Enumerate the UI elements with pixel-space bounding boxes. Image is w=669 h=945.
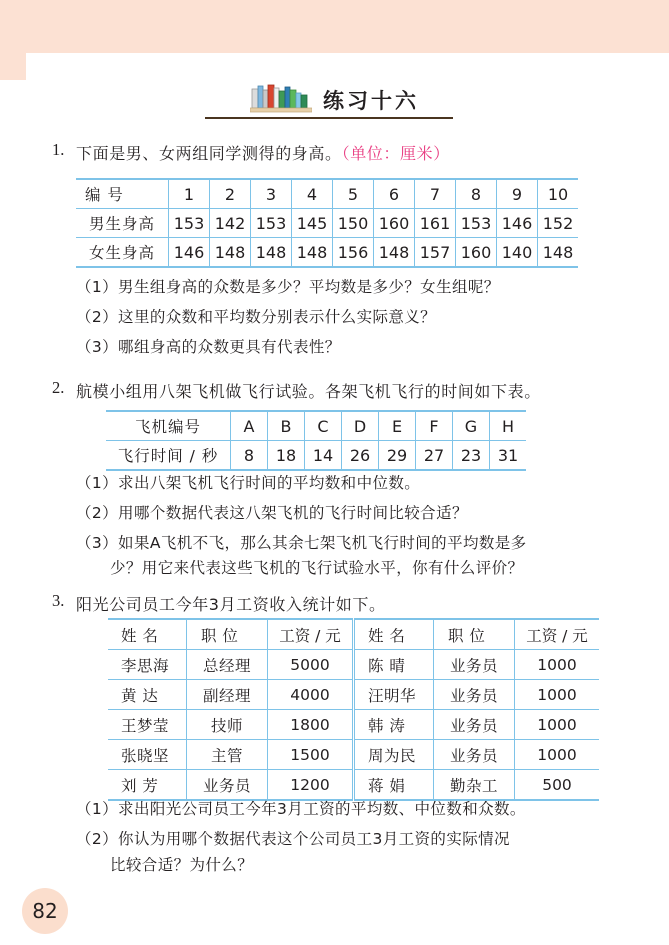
salary-table — [108, 618, 599, 801]
heights-rowhead-boys: 男生身高 — [76, 209, 169, 238]
problem-3-number: 3. — [52, 591, 65, 610]
problem-2-question-1: （1）求出八架飞机飞行时间的平均数和中位数。 — [76, 474, 421, 492]
salary-r5-name-right: 蒋 娟 — [354, 770, 434, 801]
salary-r2-pay-right: 1000 — [515, 680, 600, 710]
boys-height-3: 153 — [251, 209, 292, 238]
problem-2-number: 2. — [52, 378, 65, 397]
boys-height-8: 153 — [456, 209, 497, 238]
salary-r1-pay-left: 5000 — [268, 650, 354, 680]
problem-3-question-2: （2）你认为用哪个数据代表这个公司员工3月工资的实际情况 — [76, 830, 510, 848]
plane-id-d: D — [342, 411, 379, 441]
plane-time-a: 8 — [231, 441, 268, 471]
table-row — [106, 411, 526, 441]
decorative-top-band — [0, 0, 669, 53]
salary-r5-pay-left: 1200 — [268, 770, 354, 801]
plane-time-e: 29 — [379, 441, 416, 471]
problem-1-number: 1. — [52, 140, 65, 159]
exercise-title-row — [0, 84, 669, 115]
plane-id-c: C — [305, 411, 342, 441]
heights-id-10: 10 — [538, 179, 579, 209]
problem-1-stem-text: 下面是男、女两组同学测得的身高。 — [76, 144, 342, 163]
decorative-corner-round — [26, 53, 53, 80]
decorative-corner-block — [0, 53, 26, 80]
problem-2-stem: 航模小组用八架飞机做飞行试验。各架飞机飞行的时间如下表。 — [76, 382, 541, 401]
plane-times-table — [106, 410, 526, 471]
table-row — [108, 680, 599, 710]
table-row — [108, 710, 599, 740]
boys-height-1: 153 — [169, 209, 210, 238]
heights-id-2: 2 — [210, 179, 251, 209]
salary-r3-pay-right: 1000 — [515, 710, 600, 740]
salary-header-pay-right: 工资 / 元 — [515, 619, 600, 650]
heights-rowhead-girls: 女生身高 — [76, 238, 169, 268]
girls-height-6: 148 — [374, 238, 415, 268]
heights-id-9: 9 — [497, 179, 538, 209]
boys-height-2: 142 — [210, 209, 251, 238]
heights-id-5: 5 — [333, 179, 374, 209]
problem-1-unit-note: （单位：厘米） — [341, 144, 450, 163]
salary-header-name-right: 姓 名 — [354, 619, 434, 650]
problem-1-question-2: （2）这里的众数和平均数分别表示什么实际意义？ — [76, 308, 437, 326]
boys-height-6: 160 — [374, 209, 415, 238]
problem-2-question-3: （3）如果A飞机不飞，那么其余七架飞机飞行时间的平均数是多 — [76, 534, 527, 552]
salary-r4-name-left: 张晓坚 — [108, 740, 187, 770]
girls-height-4: 148 — [292, 238, 333, 268]
problem-3-question-1: （1）求出阳光公司员工今年3月工资的平均数、中位数和众数。 — [76, 800, 526, 818]
plane-time-h: 31 — [490, 441, 527, 471]
salary-r5-post-left: 业务员 — [187, 770, 268, 801]
plane-time-c: 14 — [305, 441, 342, 471]
salary-r1-post-left: 总经理 — [187, 650, 268, 680]
boys-height-9: 146 — [497, 209, 538, 238]
salary-header-post-right: 职 位 — [434, 619, 515, 650]
table-row — [76, 209, 578, 238]
heights-id-4: 4 — [292, 179, 333, 209]
plane-id-e: E — [379, 411, 416, 441]
bookshelf-icon — [250, 84, 312, 114]
plane-time-b: 18 — [268, 441, 305, 471]
table-row — [108, 619, 599, 650]
salary-r5-name-left: 刘 芳 — [108, 770, 187, 801]
salary-r3-post-right: 业务员 — [434, 710, 515, 740]
salary-r2-post-right: 业务员 — [434, 680, 515, 710]
salary-r2-name-left: 黄 达 — [108, 680, 187, 710]
plane-time-d: 26 — [342, 441, 379, 471]
heights-rowhead-id: 编 号 — [76, 179, 169, 209]
salary-header-post-left: 职 位 — [187, 619, 268, 650]
problem-1-question-3: （3）哪组身高的众数更具有代表性？ — [76, 338, 341, 356]
salary-r2-pay-left: 4000 — [268, 680, 354, 710]
plane-id-b: B — [268, 411, 305, 441]
table-row — [106, 441, 526, 471]
table-row — [108, 770, 599, 801]
salary-r5-post-right: 勤杂工 — [434, 770, 515, 801]
heights-id-1: 1 — [169, 179, 210, 209]
plane-time-f: 27 — [416, 441, 453, 471]
problem-2-question-2: （2）用哪个数据代表这八架飞机的飞行时间比较合适？ — [76, 504, 468, 522]
table-row — [108, 650, 599, 680]
heights-id-8: 8 — [456, 179, 497, 209]
heights-id-6: 6 — [374, 179, 415, 209]
boys-height-5: 150 — [333, 209, 374, 238]
salary-header-pay-left: 工资 / 元 — [268, 619, 354, 650]
problem-3-question-2-cont: 比较合适？为什么？ — [110, 856, 254, 874]
problem-1-question-1: （1）男生组身高的众数是多少？平均数是多少？女生组呢？ — [76, 278, 500, 296]
title-underline — [205, 117, 453, 119]
boys-height-4: 145 — [292, 209, 333, 238]
table-row — [76, 238, 578, 268]
heights-table — [76, 178, 578, 268]
girls-height-2: 148 — [210, 238, 251, 268]
salary-r4-pay-left: 1500 — [268, 740, 354, 770]
salary-r1-name-right: 陈 晴 — [354, 650, 434, 680]
girls-height-1: 146 — [169, 238, 210, 268]
salary-r1-pay-right: 1000 — [515, 650, 600, 680]
salary-r3-name-left: 王梦莹 — [108, 710, 187, 740]
table-row — [108, 740, 599, 770]
salary-r2-post-left: 副经理 — [187, 680, 268, 710]
salary-r3-name-right: 韩 涛 — [354, 710, 434, 740]
boys-height-10: 152 — [538, 209, 579, 238]
plane-id-g: G — [453, 411, 490, 441]
planes-rowhead-id: 飞机编号 — [106, 411, 231, 441]
salary-r2-name-right: 汪明华 — [354, 680, 434, 710]
table-row — [76, 179, 578, 209]
salary-r1-name-left: 李思海 — [108, 650, 187, 680]
problem-1-stem — [76, 141, 450, 164]
page-title: 练习十六 — [323, 89, 419, 113]
plane-id-a: A — [231, 411, 268, 441]
plane-id-h: H — [490, 411, 527, 441]
problem-3-stem: 阳光公司员工今年3月工资收入统计如下。 — [76, 595, 386, 614]
page-number-badge — [22, 888, 68, 934]
salary-r5-pay-right: 500 — [515, 770, 600, 801]
girls-height-8: 160 — [456, 238, 497, 268]
salary-r4-post-right: 业务员 — [434, 740, 515, 770]
girls-height-9: 140 — [497, 238, 538, 268]
girls-height-10: 148 — [538, 238, 579, 268]
salary-r4-post-left: 主管 — [187, 740, 268, 770]
page-number: 82 — [32, 899, 58, 923]
girls-height-7: 157 — [415, 238, 456, 268]
salary-r4-pay-right: 1000 — [515, 740, 600, 770]
girls-height-3: 148 — [251, 238, 292, 268]
heights-id-7: 7 — [415, 179, 456, 209]
salary-header-name-left: 姓 名 — [108, 619, 187, 650]
salary-r4-name-right: 周为民 — [354, 740, 434, 770]
girls-height-5: 156 — [333, 238, 374, 268]
planes-rowhead-time: 飞行时间 / 秒 — [106, 441, 231, 471]
plane-id-f: F — [416, 411, 453, 441]
salary-r3-post-left: 技师 — [187, 710, 268, 740]
plane-time-g: 23 — [453, 441, 490, 471]
salary-r1-post-right: 业务员 — [434, 650, 515, 680]
problem-2-question-3-cont: 少？用它来代表这些飞机的飞行试验水平，你有什么评价？ — [110, 559, 524, 577]
heights-id-3: 3 — [251, 179, 292, 209]
boys-height-7: 161 — [415, 209, 456, 238]
salary-r3-pay-left: 1800 — [268, 710, 354, 740]
